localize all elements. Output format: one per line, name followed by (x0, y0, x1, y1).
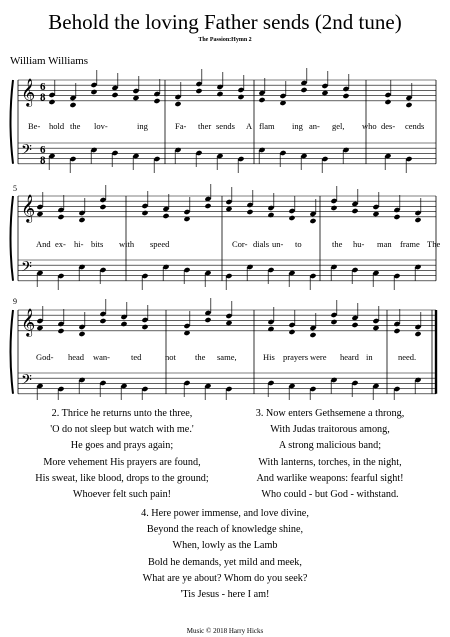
bass-clef-icon: 𝄢 (21, 142, 32, 162)
lyric-syllable: with (119, 239, 135, 249)
notehead (78, 217, 85, 223)
lyric-syllable: the (195, 352, 206, 362)
composer-credit: William Williams (10, 55, 89, 67)
system-brace (11, 310, 14, 394)
measure-number: 9 (13, 297, 17, 306)
notehead (414, 331, 421, 337)
notehead (393, 214, 400, 220)
lyric-syllable: Cor- (232, 239, 248, 249)
notehead (204, 317, 211, 323)
notehead (288, 329, 295, 335)
lyric-syllable: Be- (28, 121, 41, 131)
notehead (204, 203, 211, 209)
notehead (141, 324, 148, 330)
lyric-syllable: the (332, 239, 343, 249)
verse-line: What are ye about? Whom do you seek? (142, 572, 308, 584)
lyric-syllable: ted (131, 352, 142, 362)
notehead (267, 326, 274, 332)
notehead (342, 93, 349, 99)
time-signature: 6 (40, 81, 46, 93)
notehead (57, 214, 64, 220)
notehead (300, 87, 307, 93)
lyric-syllable: sends (216, 121, 235, 131)
lyric-syllable: And (36, 239, 51, 249)
lyric-syllable: hi- (74, 239, 84, 249)
notehead (90, 89, 97, 95)
hymn-title: Behold the loving Father sends (2nd tune) (48, 10, 402, 34)
lyric-syllable: heard (340, 352, 359, 362)
copyright-footer: Music © 2018 Harry Hicks (186, 627, 264, 635)
lyric-syllable: prayers (283, 352, 309, 362)
lyric-syllable: cends (405, 121, 425, 131)
notehead (48, 99, 55, 105)
system-brace (11, 196, 14, 281)
lyric-syllable: hold (49, 121, 65, 131)
notehead (120, 321, 127, 327)
lyric-syllable: to (295, 239, 302, 249)
verse-line: Who could - but God - withstand. (261, 489, 399, 501)
lyric-syllable: in (366, 352, 373, 362)
verse-2 (22, 406, 222, 503)
lyric-syllable: ing (292, 121, 303, 131)
treble-clef-icon: 𝄞 (21, 194, 36, 222)
notehead (153, 98, 160, 104)
verse-line: He goes and prays again; (70, 440, 174, 452)
lyric-syllable: gel, (332, 121, 345, 131)
notehead (195, 88, 202, 94)
notehead (321, 90, 328, 96)
notehead (393, 328, 400, 334)
lyric-syllable: not (165, 352, 176, 362)
verse-line: With Judas traitorous among, (270, 424, 390, 436)
verse-line: When, lowly as the Lamb (172, 540, 278, 552)
lyric-syllable: head (68, 352, 85, 362)
verse-line: And warlike weapons: fearful sight! (256, 472, 404, 484)
notehead (267, 212, 274, 218)
verse-line: 2. Thrice he returns unto the three, (51, 408, 193, 419)
verse-line: A strong malicious band; (278, 440, 382, 452)
lyric-syllable: des- (381, 121, 396, 131)
system-brace (11, 80, 14, 164)
lyric-syllable: flam (259, 121, 275, 131)
notehead (141, 210, 148, 216)
notehead (384, 99, 391, 105)
verse-line: More vehement His prayers are found, (43, 456, 201, 468)
notehead (237, 94, 244, 100)
verse-4 (125, 506, 325, 603)
lyric-syllable: lov- (94, 121, 108, 131)
verse-line: Beyond the reach of knowledge shine, (146, 524, 304, 536)
treble-clef-icon: 𝄞 (21, 308, 36, 336)
treble-clef-icon: 𝄞 (21, 78, 36, 106)
verse-line: 4. Here power immense, and love divine, (141, 508, 309, 519)
notehead (69, 102, 76, 108)
lyrics-system-1 (28, 121, 424, 131)
notehead (309, 332, 316, 338)
time-signature: 8 (40, 91, 46, 104)
lyric-syllable: were (310, 352, 327, 362)
verse-line: Bold he demands, yet mild and meek, (148, 556, 302, 568)
notehead (414, 217, 421, 223)
notehead (330, 205, 337, 211)
notehead (351, 208, 358, 214)
verse-line: His sweat, like blood, drops to the ground; (35, 472, 209, 484)
lyric-syllable: speed (150, 239, 170, 249)
lyric-syllable: God- (36, 352, 54, 362)
verse-line: With lanterns, torches, in the night, (258, 456, 402, 468)
notehead (225, 320, 232, 326)
lyrics-system-2 (36, 239, 440, 249)
notehead (405, 102, 412, 108)
verse-line: 'Tis Jesus - here I am! (180, 589, 270, 601)
notehead (162, 213, 169, 219)
notehead (330, 319, 337, 325)
notehead (351, 322, 358, 328)
bass-clef-icon: 𝄢 (21, 372, 32, 392)
lyric-syllable: need. (398, 352, 417, 362)
notehead (99, 318, 106, 324)
notehead (225, 206, 232, 212)
notehead (78, 331, 85, 337)
notehead (216, 91, 223, 97)
notehead (258, 97, 265, 103)
lyric-syllable: hu- (353, 239, 365, 249)
lyric-syllable: an- (309, 121, 320, 131)
bass-clef-icon: 𝄢 (21, 259, 32, 279)
notehead (174, 101, 181, 107)
notehead (288, 215, 295, 221)
lyrics-system-3 (36, 352, 416, 362)
lyric-syllable: A (246, 121, 253, 131)
lyric-syllable: His (263, 352, 275, 362)
notes (36, 68, 421, 400)
verse-line: 3. Now enters Gethsemene a throng, (255, 408, 405, 419)
lyric-syllable: The (427, 239, 441, 249)
notehead (57, 328, 64, 334)
lyric-syllable: the (70, 121, 81, 131)
lyric-syllable: dials (253, 239, 270, 249)
lyric-syllable: man (377, 239, 392, 249)
lyric-syllable: un- (272, 239, 284, 249)
time-signature: 6 (40, 144, 46, 156)
verse-3 (230, 406, 430, 503)
lyric-syllable: same, (217, 352, 237, 362)
notehead (99, 204, 106, 210)
lyric-syllable: bits (91, 239, 104, 249)
lyric-syllable: ex- (55, 239, 66, 249)
lyric-syllable: frame (400, 239, 420, 249)
lyric-syllable: wan- (93, 352, 110, 362)
verse-line: Whoever felt such pain! (72, 489, 172, 501)
lyric-syllable: who (362, 121, 377, 131)
notehead (246, 209, 253, 215)
time-signature: 8 (40, 154, 46, 167)
lyric-syllable: Fa- (175, 121, 187, 131)
lyric-syllable: ing (137, 121, 148, 131)
notehead (309, 218, 316, 224)
lyric-syllable: ther (198, 121, 212, 131)
notehead (111, 92, 118, 98)
measure-number: 5 (13, 184, 17, 193)
hymn-subtitle: The Passion:Hymn 2 (198, 37, 252, 43)
verse-line: 'O do not sleep but watch with me.' (50, 424, 194, 436)
